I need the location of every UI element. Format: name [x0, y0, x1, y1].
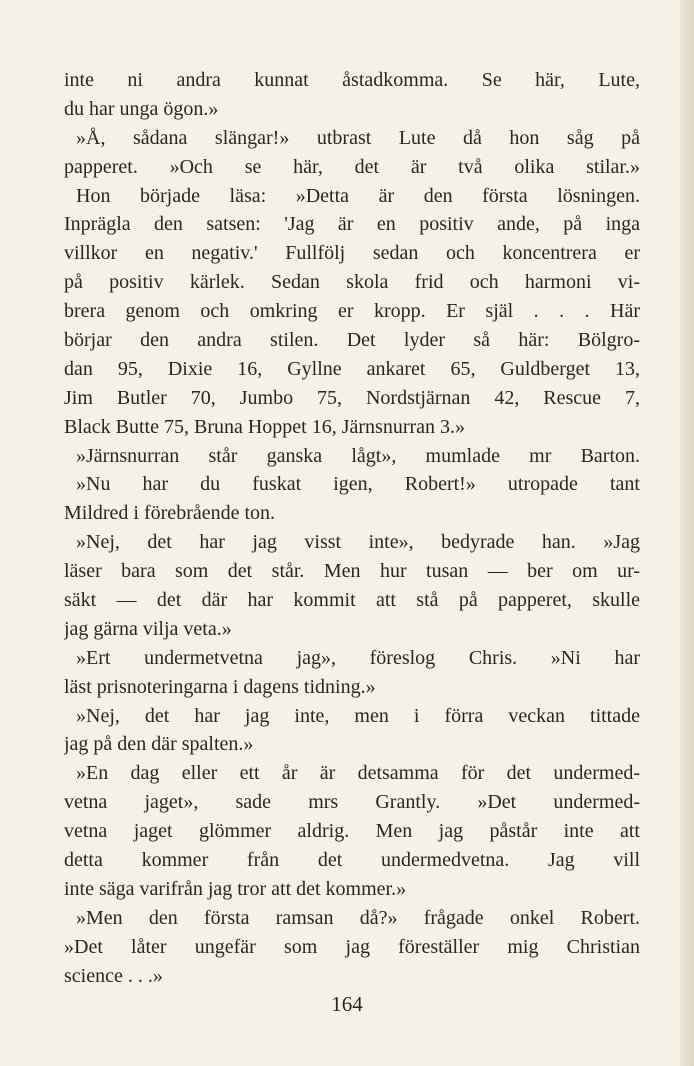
text-line: inte säga varifrån jag tror att det kommer.» — [64, 877, 407, 900]
page-number: 164 — [331, 992, 363, 1016]
text-line: »Nu har du fuskat igen, Robert!» utropade tant — [76, 473, 640, 496]
text-line: science . . .» — [64, 964, 163, 987]
text-line: »Nej, det har jag visst inte», bedyrade han. »Jag — [76, 531, 640, 554]
text-line: »En dag eller ett år är detsamma för det undermed- — [76, 762, 640, 785]
text-line: jag gärna vilja veta.» — [64, 617, 232, 640]
text-line: detta kommer från det undermedvetna. Jag vill — [64, 849, 640, 872]
text-line: vetna jaget», sade mrs Grantly. »Det undermed- — [64, 791, 640, 814]
text-line: papperet. »Och se här, det är två olika stilar.» — [64, 155, 640, 178]
text-line: Inprägla den satsen: 'Jag är en positiv ande, på inga — [64, 213, 640, 236]
text-line: »Nej, det har jag inte, men i förra veckan tittade — [76, 704, 640, 727]
text-line: »Det låter ungefär som jag föreställer mig Christian — [64, 935, 640, 958]
book-page-text — [64, 66, 640, 991]
text-line: »Men den första ramsan då?» frågade onkel Robert. — [76, 906, 640, 929]
text-line: Jim Butler 70, Jumbo 75, Nordstjärnan 42, Rescue 7, — [64, 386, 640, 409]
text-line: jag på den där spalten.» — [64, 733, 254, 756]
text-line: inte ni andra kunnat åstadkomma. Se här, Lute, — [64, 69, 640, 91]
text-line: Hon började läsa: »Detta är den första lösningen. — [76, 184, 640, 207]
text-line: Black Butte 75, Bruna Hoppet 16, Järnsnurran 3.» — [64, 415, 466, 438]
text-line: säkt — det där har kommit att stå på papperet, skulle — [64, 589, 640, 612]
text-line: dan 95, Dixie 16, Gyllne ankaret 65, Guldberget 13, — [64, 357, 640, 380]
text-line: läser bara som det står. Men hur tusan — ber om ur- — [64, 560, 640, 583]
text-line: läst prisnoteringarna i dagens tidning.» — [64, 675, 376, 698]
page-edge — [680, 0, 694, 1066]
text-line: brera genom och omkring er kropp. Er själ . . . Här — [64, 300, 640, 323]
text-line: »Ert undermetvetna jag», föreslog Chris. »Ni har — [76, 646, 640, 669]
text-line: du har unga ögon.» — [64, 97, 219, 120]
text-line: »Järnsnurran står ganska lågt», mumlade mr Barton. — [76, 444, 640, 467]
text-line: »Å, sådana slängar!» utbrast Lute då hon såg på — [76, 126, 640, 149]
text-line: Mildred i förebrående ton. — [64, 502, 276, 525]
text-line: villkor en negativ.' Fullfölj sedan och koncentrera er — [64, 242, 640, 265]
text-line: vetna jaget glömmer aldrig. Men jag påstår inte att — [64, 820, 640, 843]
text-line: börjar den andra stilen. Det lyder så här: Bölgro- — [64, 329, 640, 352]
text-line: på positiv kärlek. Sedan skola frid och harmoni vi- — [64, 271, 640, 294]
